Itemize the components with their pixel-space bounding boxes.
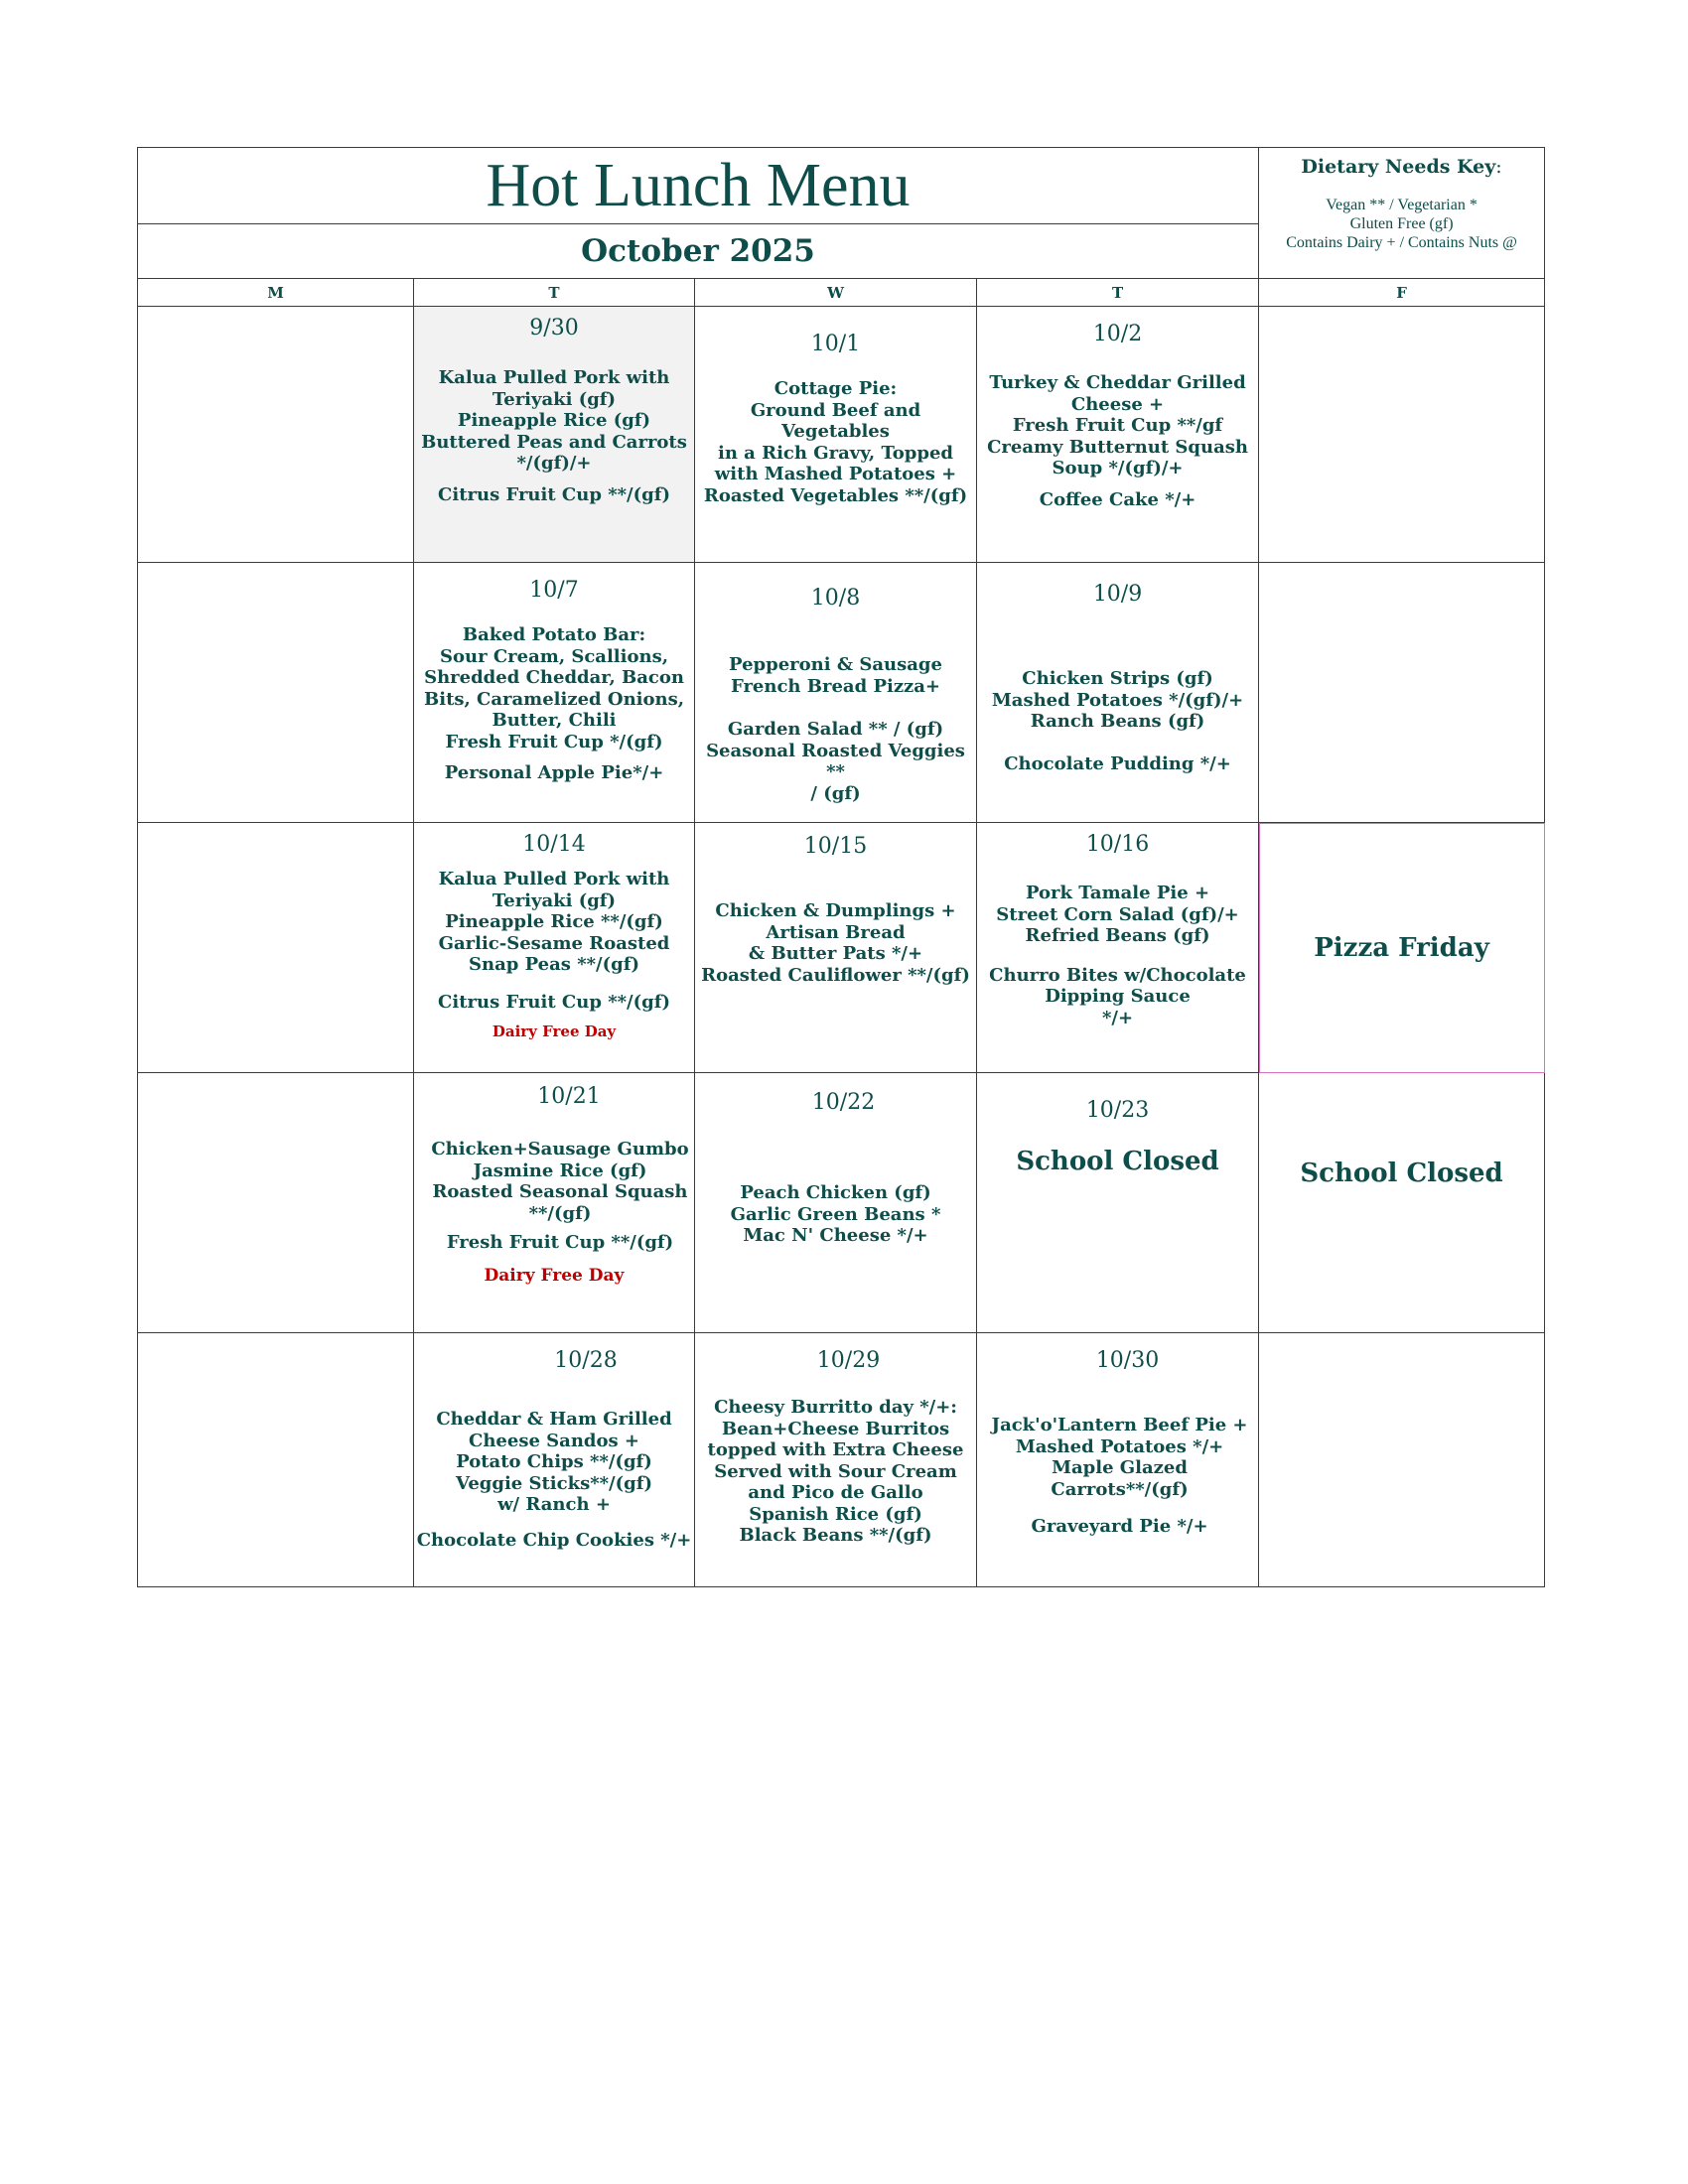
menu-line: Pepperoni & Sausage [729, 654, 942, 675]
menu-calendar [137, 147, 1544, 1587]
menu-line: Chicken & Dumplings + [715, 900, 956, 921]
week-row-4 [138, 1073, 1545, 1333]
menu-line: Jasmine Rice (gf) [473, 1160, 647, 1181]
menu-line: Artisan Bread [766, 921, 906, 943]
menu-line: Butter, Chili [492, 710, 617, 731]
menu-line: Seasonal Roasted Veggies ** [706, 740, 965, 782]
dow-monday: M [138, 279, 414, 307]
menu-line: Garlic-Sesame Roasted [438, 932, 670, 954]
menu-line: Teriyaki (gf) [492, 889, 617, 911]
menu-line: Roasted Vegetables **/(gf) [703, 484, 968, 506]
day-date: 10/7 [529, 578, 579, 603]
key-line-gluten: Gluten Free (gf) [1349, 215, 1454, 232]
menu-line: Chocolate Pudding */+ [1004, 752, 1231, 774]
key-line-vegan: Vegan ** / Vegetarian * [1326, 197, 1477, 213]
dietary-key [1259, 148, 1545, 279]
menu-items [414, 869, 694, 1013]
menu-line: Citrus Fruit Cup **/(gf) [438, 483, 670, 505]
dow-thursday: T [977, 279, 1259, 307]
day-cell [414, 1073, 695, 1333]
menu-line: Chicken+Sausage Gumbo [431, 1139, 689, 1160]
menu-line: Served with Sour Cream [714, 1460, 957, 1482]
menu-line: and Pico de Gallo [748, 1482, 923, 1503]
menu-line: Graveyard Pie */+ [1031, 1516, 1208, 1537]
menu-line: Turkey & Cheddar Grilled [989, 372, 1246, 393]
day-date: 10/2 [1092, 322, 1143, 346]
day-date: 10/21 [537, 1084, 601, 1109]
menu-line: Roasted Cauliflower **/(gf) [701, 964, 970, 986]
menu-line: Creamy Butternut Squash [987, 436, 1248, 458]
day-date: 10/15 [803, 834, 868, 859]
menu-line: Fresh Fruit Cup **/(gf) [446, 1232, 674, 1253]
day-date: 10/8 [810, 586, 861, 611]
day-cell [977, 823, 1259, 1073]
dow-wednesday: W [695, 279, 977, 307]
menu-line: Pineapple Rice **/(gf) [445, 911, 663, 932]
menu-line: Cheesy Burritto day */+: [714, 1397, 957, 1418]
school-closed-label: School Closed [1016, 1147, 1219, 1176]
menu-line: Cottage Pie: [774, 378, 898, 399]
dairy-free-note: Dairy Free Day [492, 1023, 617, 1040]
days-of-week-row [138, 279, 1545, 307]
menu-line: Street Corn Salad (gf)/+ [996, 903, 1239, 925]
menu-line: Personal Apple Pie*/+ [444, 762, 664, 783]
week-row-2 [138, 563, 1545, 823]
day-date: 10/23 [1085, 1098, 1150, 1123]
day-cell [414, 563, 695, 823]
day-date: 10/14 [522, 832, 586, 857]
day-cell [695, 1073, 977, 1333]
menu-items [695, 900, 976, 986]
menu-line: Kalua Pulled Pork with [438, 367, 670, 388]
menu-line: Jack'o'Lantern Beef Pie + [991, 1415, 1248, 1435]
day-date: 10/29 [816, 1348, 881, 1373]
week-row-3 [138, 823, 1545, 1073]
menu-items [695, 378, 976, 506]
day-cell-pizza-friday [1259, 823, 1545, 1073]
menu-line: Refried Beans (gf) [1025, 925, 1210, 946]
menu-items [695, 654, 976, 804]
day-cell-empty [1259, 563, 1545, 823]
day-cell [695, 563, 977, 823]
menu-line: Soup */(gf)/+ [1052, 458, 1184, 478]
menu-line: Dipping Sauce [1045, 986, 1191, 1007]
menu-line: Fresh Fruit Cup */(gf) [445, 731, 663, 752]
menu-line: w/ Ranch + [497, 1494, 611, 1515]
school-closed-label: School Closed [1300, 1159, 1503, 1188]
pizza-friday-label: Pizza Friday [1314, 932, 1489, 963]
menu-line: Mac N' Cheese */+ [743, 1225, 928, 1246]
menu-line: / (gf) [810, 782, 861, 804]
menu-line: Churro Bites w/Chocolate [989, 964, 1246, 986]
dow-friday: F [1259, 279, 1545, 307]
day-cell [1259, 1073, 1545, 1333]
key-line-dairy: Contains Dairy + / Contains Nuts @ [1286, 234, 1517, 251]
menu-line: Peach Chicken (gf) [740, 1182, 931, 1203]
day-cell [695, 823, 977, 1073]
day-cell [695, 307, 977, 563]
menu-line: Sour Cream, Scallions, [440, 645, 668, 667]
day-cell-empty [138, 563, 414, 823]
menu-items [977, 372, 1258, 510]
day-date: 10/22 [811, 1090, 876, 1115]
menu-line: Mashed Potatoes */+ [1015, 1435, 1224, 1457]
day-cell-empty [138, 1333, 414, 1587]
page-title: Hot Lunch Menu [486, 152, 911, 219]
week-row-1 [138, 307, 1545, 563]
menu-line: Maple Glazed Carrots**/(gf) [1051, 1457, 1189, 1500]
title-cell [138, 148, 1259, 224]
menu-line: Roasted Seasonal Squash [432, 1181, 688, 1202]
menu-items [695, 1397, 976, 1547]
menu-line: */+ [1101, 1007, 1134, 1028]
day-cell [414, 1333, 695, 1587]
menu-line: Baked Potato Bar: [462, 624, 646, 645]
menu-items [414, 1139, 694, 1254]
menu-items [414, 624, 694, 784]
menu-line: Black Beans **/(gf) [739, 1525, 932, 1546]
day-cell-empty [138, 307, 414, 563]
menu-line: Buttered Peas and Carrots [421, 431, 687, 453]
menu-line: & Butter Pats */+ [748, 943, 923, 964]
menu-items [977, 668, 1258, 774]
day-cell [977, 1333, 1259, 1587]
menu-line: Teriyaki (gf) [492, 388, 617, 410]
day-cell [977, 563, 1259, 823]
menu-line: Coffee Cake */+ [1039, 488, 1196, 510]
week-row-5 [138, 1333, 1545, 1587]
menu-items [695, 1182, 976, 1247]
day-cell [977, 1073, 1259, 1333]
day-cell [414, 823, 695, 1073]
menu-line: Cheese Sandos + [469, 1430, 639, 1451]
menu-line: Bean+Cheese Burritos [721, 1418, 950, 1439]
menu-line: **/(gf) [528, 1202, 592, 1224]
dietary-key-title: Dietary Needs Key [1301, 156, 1496, 178]
menu-line: with Mashed Potatoes + [714, 464, 957, 484]
day-date: 9/30 [529, 316, 579, 341]
day-cell-empty [138, 823, 414, 1073]
day-cell-empty [138, 1073, 414, 1333]
menu-line: Pork Tamale Pie + [1025, 883, 1210, 903]
day-date: 10/28 [554, 1348, 618, 1373]
menu-line: Mashed Potatoes */(gf)/+ [991, 689, 1244, 711]
menu-line: Snap Peas **/(gf) [469, 954, 639, 975]
menu-items [977, 883, 1258, 1028]
month-title: October 2025 [581, 233, 815, 269]
menu-line: Fresh Fruit Cup **/gf [1012, 415, 1223, 436]
menu-line: Bits, Caramelized Onions, [424, 688, 684, 710]
menu-line: Spanish Rice (gf) [749, 1503, 922, 1525]
menu-line: Pineapple Rice (gf) [457, 410, 651, 431]
menu-line: Citrus Fruit Cup **/(gf) [438, 991, 670, 1013]
menu-line: Ranch Beans (gf) [1030, 711, 1205, 732]
day-cell [414, 307, 695, 563]
menu-line: Chicken Strips (gf) [1022, 668, 1213, 689]
menu-line: topped with Extra Cheese [707, 1439, 964, 1460]
menu-items [977, 1415, 1258, 1538]
dietary-key-colon: : [1495, 156, 1502, 178]
menu-line: Garlic Green Beans * [730, 1203, 941, 1225]
day-cell [977, 307, 1259, 563]
menu-line: Ground Beef and Vegetables [750, 399, 921, 442]
dairy-free-note: Dairy Free Day [484, 1265, 625, 1286]
menu-items [414, 1409, 694, 1551]
menu-line: Cheese + [1070, 393, 1165, 415]
day-date: 10/1 [810, 332, 861, 356]
menu-line: French Bread Pizza+ [730, 675, 941, 697]
menu-line: in a Rich Gravy, Topped [717, 442, 954, 464]
menu-items [414, 367, 694, 505]
menu-line: */(gf)/+ [516, 453, 592, 474]
month-cell [138, 224, 1259, 279]
menu-line: Kalua Pulled Pork with [438, 869, 670, 889]
menu-line: Garden Salad ** / (gf) [727, 719, 944, 740]
menu-line: Shredded Cheddar, Bacon [424, 667, 684, 688]
menu-line: Potato Chips **/(gf) [456, 1451, 652, 1472]
day-date: 10/16 [1085, 832, 1150, 857]
menu-line: Cheddar & Ham Grilled [436, 1409, 672, 1430]
day-cell [695, 1333, 977, 1587]
menu-line: Chocolate Chip Cookies */+ [416, 1529, 692, 1551]
day-cell-empty [1259, 1333, 1545, 1587]
dow-tuesday: T [414, 279, 695, 307]
menu-table [137, 147, 1545, 1587]
day-cell-empty [1259, 307, 1545, 563]
day-date: 10/9 [1092, 582, 1143, 607]
day-date: 10/30 [1095, 1348, 1160, 1373]
menu-line: Veggie Sticks**/(gf) [456, 1472, 652, 1494]
